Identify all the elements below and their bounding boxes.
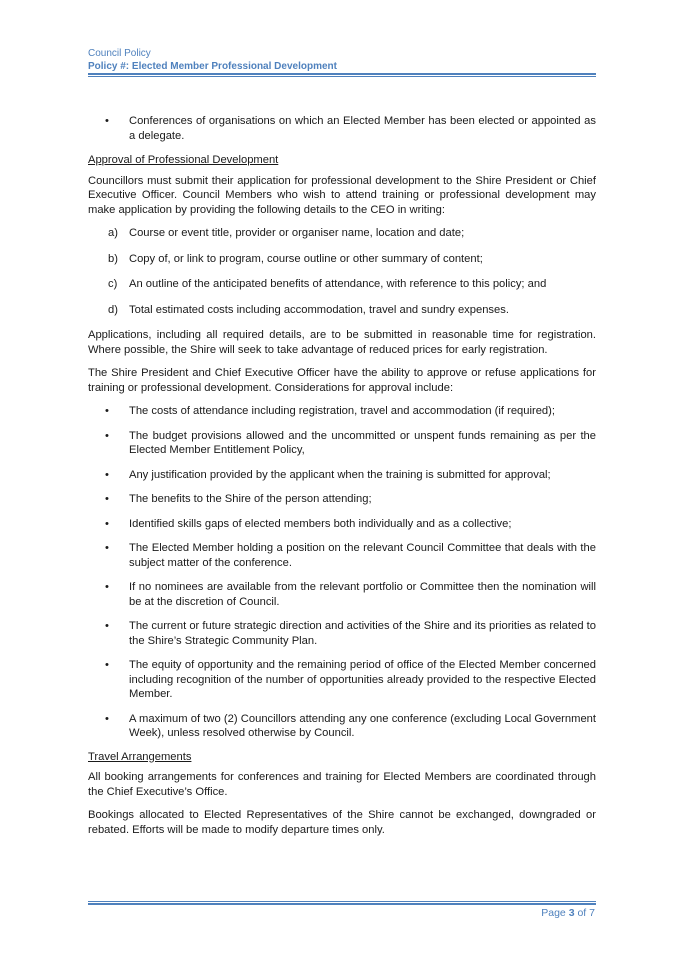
header-policy-type: Council Policy [88, 48, 151, 59]
approval-paragraph-1: Councillors must submit their application for professional development to the Shire President or Chief Executive Officer. Council Members who wish to attend training or professional development may make application by providing the following details to the CEO in writing: [88, 174, 596, 216]
page-number: Page 3 of 7 [541, 907, 595, 919]
list-item: b) Copy of, or link to program, course outline or other summary of content; [108, 252, 483, 265]
bullet-icon: • [105, 712, 109, 725]
list-item: • The current or future strategic direction and activities of the Shire and its priorities as related to the Shire’s Strategic Community Plan. [105, 620, 596, 647]
travel-paragraph-2: Bookings allocated to Elected Representatives of the Shire cannot be exchanged, downgraded or rebated. Efforts will be made to modify departure times only. [88, 809, 596, 836]
list-item: • The costs of attendance including registration, travel and accommodation (if required); [105, 405, 555, 417]
list-item: • The budget provisions allowed and the uncommitted or unspent funds remaining as per the Elected Member Entitlement Policy, [105, 429, 596, 456]
list-item: d) Total estimated costs including accommodation, travel and sundry expenses. [108, 303, 509, 316]
list-item: • The Elected Member holding a position on the relevant Council Committee that deals with the subject matter of the conference. [105, 542, 596, 569]
list-item: • Conferences of organisations on which an Elected Member has been elected or appointed as a delegate. [105, 115, 596, 142]
list-item: c) An outline of the anticipated benefits of attendance, with reference to this policy; and [108, 278, 547, 290]
application-details-list [88, 226, 596, 317]
approval-paragraph-3: The Shire President and Chief Executive Officer have the ability to approve or refuse applications for training or professional development. Considerations for approval include: [88, 367, 596, 394]
total-pages: 7 [589, 907, 595, 919]
considerations-list [88, 404, 596, 741]
list-item: a) Course or event title, provider or organiser name, location and date; [108, 227, 465, 239]
bullet-icon: • [105, 115, 109, 127]
bullet-icon: • [105, 517, 109, 530]
list-item: • If no nominees are available from the relevant portfolio or Committee then the nomination will be at the discretion of Council. [105, 581, 596, 608]
document-body [88, 114, 596, 846]
list-item: • The equity of opportunity and the remaining period of office of the Elected Member concerned including recognition of the number of opportunities already provided to the respective Elected Member. [105, 659, 596, 700]
list-item: • The benefits to the Shire of the person attending; [105, 493, 372, 505]
list-item: • Identified skills gaps of elected members both individually and as a collective; [105, 517, 512, 530]
list-item: • Any justification provided by the applicant when the training is submitted for approval; [105, 468, 551, 481]
approval-heading: Approval of Professional Development [88, 154, 279, 166]
header-policy-title: Policy #: Elected Member Professional Development [88, 61, 337, 72]
footer-divider [88, 901, 596, 905]
page-header [88, 47, 596, 73]
bullet-icon: • [105, 542, 109, 554]
bullet-icon: • [105, 429, 109, 442]
header-divider [88, 73, 596, 77]
approval-paragraph-2: Applications, including all required details, are to be submitted in reasonable time for registration. Where possible, the Shire will seek to take advantage of reduced prices for early registration. [88, 329, 596, 356]
bullet-icon: • [105, 659, 109, 671]
bullet-icon: • [105, 405, 109, 417]
bullet-icon: • [105, 493, 109, 505]
bullet-icon: • [105, 581, 109, 593]
list-item: • A maximum of two (2) Councillors attending any one conference (excluding Local Government Week), unless resolved otherwise by Council. [105, 712, 596, 739]
travel-heading: Travel Arrangements [88, 750, 192, 763]
current-page: 3 [568, 907, 575, 919]
travel-paragraph-1: All booking arrangements for conferences and training for Elected Members are coordinated through the Chief Executive’s Office. [88, 771, 596, 798]
bullet-icon: • [105, 620, 109, 632]
intro-bullet-list [88, 114, 596, 143]
bullet-icon: • [105, 468, 109, 481]
